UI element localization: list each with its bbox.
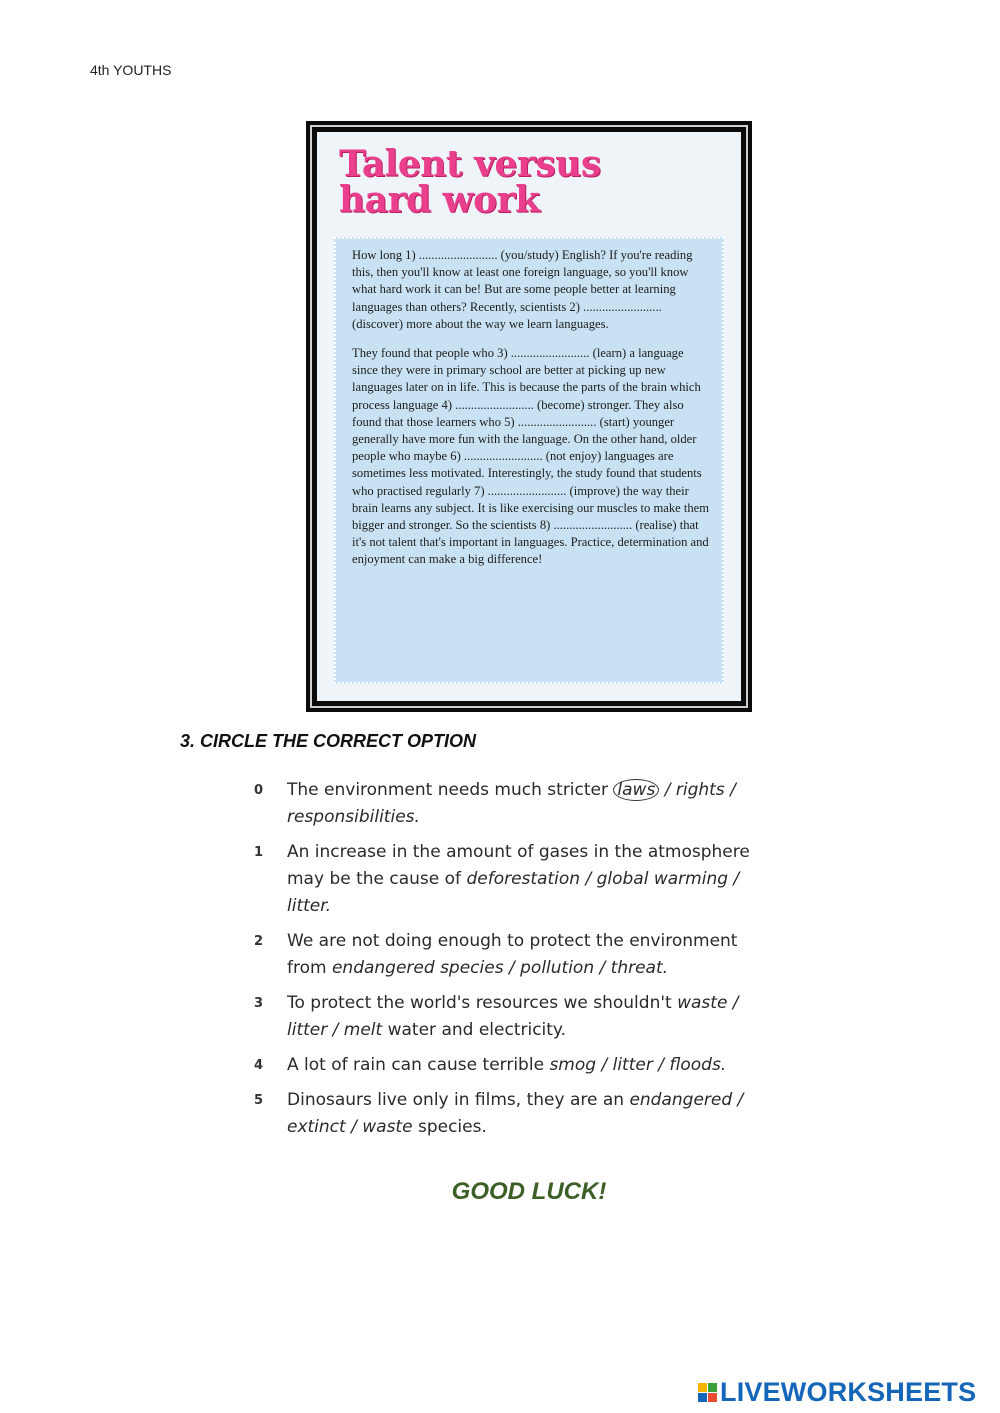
option[interactable]: threat. [610,958,669,978]
option[interactable]: extinct [287,1117,346,1137]
option[interactable]: melt [343,1020,383,1040]
card-title-line-2: hard work [339,179,540,221]
item-number: 1 [254,845,264,860]
option[interactable]: rights [675,780,725,800]
exercise-item [254,928,774,982]
card-paper [317,132,741,701]
option[interactable]: waste [677,993,728,1013]
separator: / [594,958,611,978]
logo-square-icon [708,1383,717,1392]
item-number: 0 [254,783,264,798]
exercise-item [254,1052,774,1079]
option[interactable]: litter [612,1055,653,1075]
exercise-item [254,839,774,920]
good-luck-text: GOOD LUCK! [451,1178,607,1205]
option[interactable]: litter. [287,896,332,916]
option[interactable]: endangered [629,1090,733,1110]
reading-card [306,121,752,712]
logo-square-icon [698,1393,707,1402]
exercise-heading: 3. CIRCLE THE CORRECT OPTION [180,731,477,751]
option[interactable]: pollution [520,958,595,978]
option[interactable]: smog [549,1055,597,1075]
header-label: 4th YOUTHS [90,62,172,78]
item-text: The environment needs much stricter [287,780,614,800]
option-circled[interactable]: laws [613,779,659,801]
card-title-line-1: Talent versus [339,143,601,185]
item-text: To protect the world's resources we shouldn't [287,993,678,1013]
liveworksheets-logo[interactable] [698,1375,976,1409]
separator: / [732,1090,744,1110]
separator: / [659,780,676,800]
separator: / [327,1020,344,1040]
item-number: 2 [254,934,264,949]
item-number: 3 [254,996,264,1011]
option[interactable]: endangered species [331,958,504,978]
separator: / [652,1055,670,1075]
option[interactable]: litter [287,1020,328,1040]
separator: / [580,869,597,889]
option[interactable]: global warming [596,869,729,889]
option[interactable]: responsibilities. [287,807,420,827]
item-text: Dinosaurs live only in films, they are an [287,1090,630,1110]
logo-square-icon [698,1383,707,1392]
item-text: We are not doing enough to protect the environment from [287,931,738,978]
separator: / [727,993,739,1013]
separator: / [345,1117,363,1137]
card-paragraph-2: They found that people who 3) ......................... (learn) a language since they were in primary school are better at picking up new languages later on in life. This is because the parts of the brain which process language 4) ......................... (become) stronger. They also found that those learners who 5) ......................... (start) younger generally have more fun with the language. On the other hand, older people who maybe 6) ......................... (not enjoy) languages are sometimes less motivated. Interestingly, the study found that students who practised regularly 7) ......................... (improve) the way their brain learns any subject. It is like exercising our muscles to make them bigger and stronger. So the scientists 8) ......................... (realise) that it's not talent that's important in languages. Practice, determination and enjoyment can make a big difference! [352,346,710,567]
exercise-item [254,1087,774,1141]
exercise-item [254,990,774,1044]
item-text-end: water and electricity. [382,1020,566,1040]
exercise-item [254,777,774,831]
option[interactable]: waste [362,1117,413,1137]
item-number: 4 [254,1058,264,1073]
card-paragraph-1: How long 1) ......................... (you/study) English? If you're reading this, then you'll know at least one foreign language, so you'll know what hard work it can be! But are some people better at learning languages than others? Recently, scientists 2) ......................... (discover) more about the way we learn languages. [352,248,693,331]
item-text-end: species. [412,1117,487,1137]
option[interactable]: floods. [669,1055,727,1075]
separator: / [724,780,736,800]
brand-name: LIVEWORKSHEETS [720,1376,977,1407]
item-text: A lot of rain can cause terrible [287,1055,550,1075]
option[interactable]: deforestation [466,869,581,889]
item-number: 5 [254,1093,264,1108]
card-text-box [334,237,724,684]
liveworksheets-icon [698,1383,717,1402]
separator: / [503,958,521,978]
separator: / [728,869,740,889]
card-title [339,143,601,221]
separator: / [596,1055,613,1075]
exercise-list [254,777,774,1149]
item-text: An increase in the amount of gases in the atmosphere may be the cause of [287,842,750,889]
logo-square-icon [708,1393,717,1402]
